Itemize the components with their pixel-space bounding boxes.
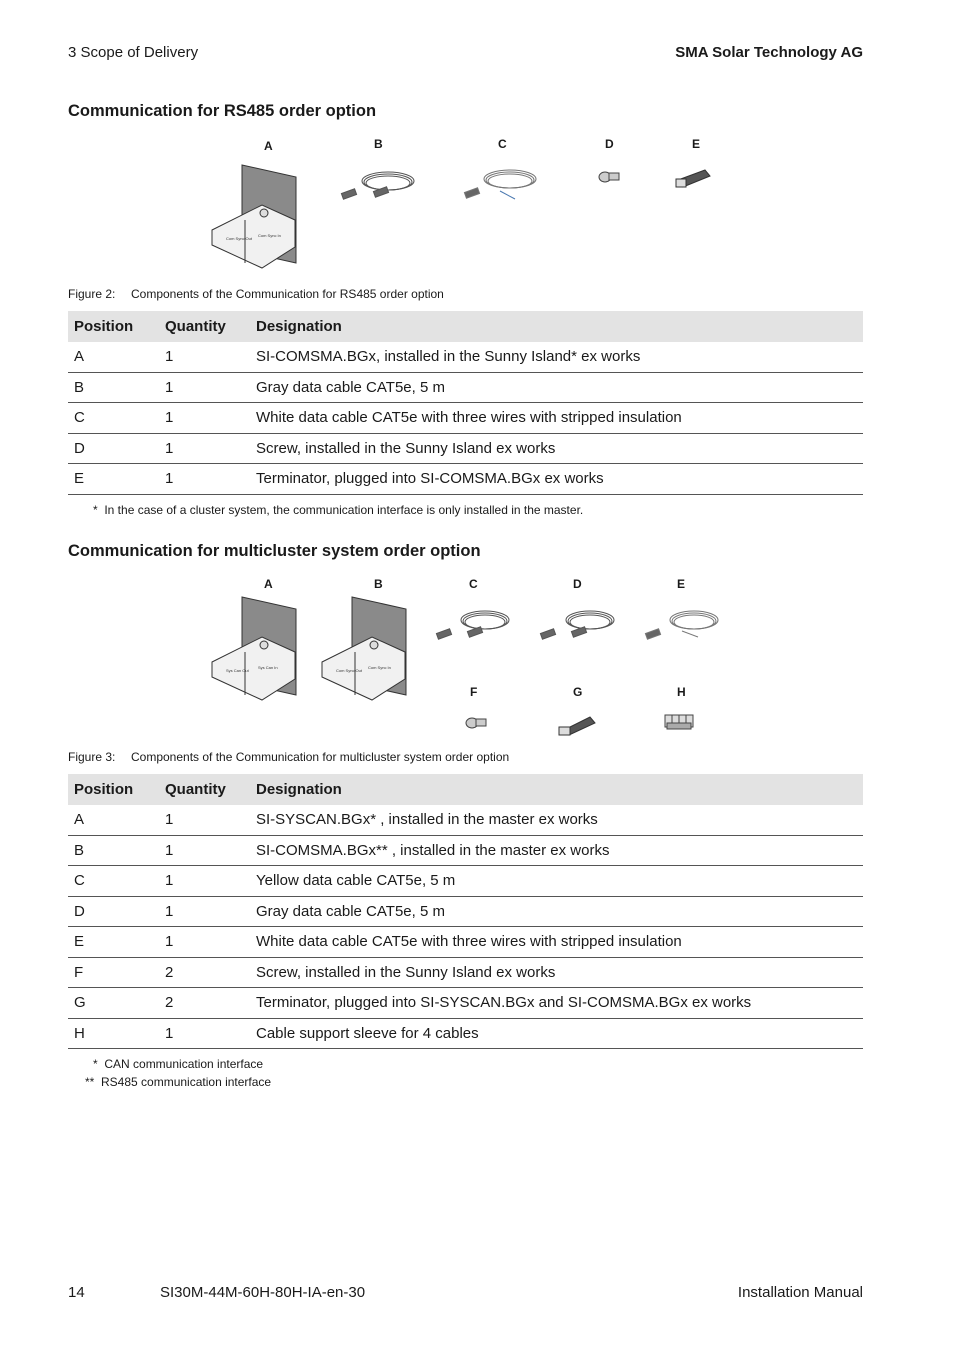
footnote-mark: * <box>93 1057 98 1071</box>
cell-quantity: 1 <box>159 896 250 927</box>
cell-quantity: 1 <box>159 1018 250 1049</box>
table-header-row <box>68 774 863 805</box>
terminator-icon <box>559 717 595 735</box>
cell-designation: SI-SYSCAN.BGx* , installed in the master ex works <box>250 805 863 835</box>
table-row <box>68 342 863 372</box>
header-company: SMA Solar Technology AG <box>675 44 863 61</box>
figure-label: A <box>264 139 273 153</box>
cell-position: G <box>68 988 159 1019</box>
cell-quantity: 1 <box>159 835 250 866</box>
caption-number: Figure 2: <box>68 287 116 301</box>
header-designation: Designation <box>250 774 863 805</box>
footnote-mark: ** <box>85 1075 95 1089</box>
figure-drawing <box>200 135 760 275</box>
svg-text:Com Sync Out: Com Sync Out <box>226 236 253 241</box>
gray-cable-icon <box>341 172 414 199</box>
figure-label: F <box>470 685 478 699</box>
table-row <box>68 1018 863 1049</box>
figure-caption <box>68 750 509 764</box>
cell-quantity: 1 <box>159 805 250 835</box>
cell-position: F <box>68 957 159 988</box>
white-cable-icon <box>645 611 718 639</box>
table-header-row <box>68 311 863 342</box>
gray-cable-icon <box>540 611 614 639</box>
figure-label: E <box>677 577 686 591</box>
header-position: Position <box>68 311 159 342</box>
cell-position: A <box>68 342 159 372</box>
figure-label: D <box>605 137 614 151</box>
cell-quantity: 1 <box>159 927 250 958</box>
figure-label: B <box>374 137 383 151</box>
cable-sleeve-icon <box>665 715 693 729</box>
cell-quantity: 1 <box>159 403 250 434</box>
svg-text:Com Sync In: Com Sync In <box>368 665 391 670</box>
header-quantity: Quantity <box>159 311 250 342</box>
table-row <box>68 957 863 988</box>
module-icon <box>212 165 296 268</box>
cell-position: E <box>68 927 159 958</box>
cell-position: E <box>68 464 159 495</box>
terminator-icon <box>676 170 710 187</box>
header-section: 3 Scope of Delivery <box>68 44 199 61</box>
cell-position: C <box>68 866 159 897</box>
table-row <box>68 927 863 958</box>
caption-number: Figure 3: <box>68 750 116 764</box>
figure-label: C <box>469 577 478 591</box>
svg-text:Sys Can In: Sys Can In <box>258 665 278 670</box>
figure-label: G <box>573 685 583 699</box>
cell-designation: White data cable CAT5e with three wires with stripped insulation <box>250 927 863 958</box>
table-row <box>68 805 863 835</box>
module-icon <box>212 597 296 700</box>
page-number: 14 <box>68 1284 85 1301</box>
cell-designation: Yellow data cable CAT5e, 5 m <box>250 866 863 897</box>
table-row <box>68 896 863 927</box>
document-type: Installation Manual <box>737 1284 863 1301</box>
footnote-text: CAN communication interface <box>104 1057 264 1071</box>
cell-quantity: 1 <box>159 866 250 897</box>
cell-designation: Gray data cable CAT5e, 5 m <box>250 896 863 927</box>
figure-label: D <box>573 577 582 591</box>
cell-quantity: 1 <box>159 372 250 403</box>
figure-rs485 <box>200 135 760 275</box>
cell-position: B <box>68 835 159 866</box>
footnote-text: RS485 communication interface <box>101 1075 272 1089</box>
header-quantity: Quantity <box>159 774 250 805</box>
cell-quantity: 2 <box>159 957 250 988</box>
cell-designation: Cable support sleeve for 4 cables <box>250 1018 863 1049</box>
figure-multicluster <box>200 575 760 740</box>
figure-label: B <box>374 577 383 591</box>
parts-table-multicluster <box>68 774 863 1049</box>
footnote <box>93 1057 263 1071</box>
table-row <box>68 988 863 1019</box>
table-row <box>68 464 863 495</box>
section-heading-rs485: Communication for RS485 order option <box>68 102 377 120</box>
cell-quantity: 1 <box>159 433 250 464</box>
section-heading-multicluster: Communication for multicluster system order option <box>68 542 481 560</box>
table-row <box>68 403 863 434</box>
figure-label: H <box>677 685 686 699</box>
screw-icon <box>466 718 486 728</box>
document-id: SI30M-44M-60H-80H-IA-en-30 <box>160 1284 366 1301</box>
cell-designation: SI-COMSMA.BGx** , installed in the master ex works <box>250 835 863 866</box>
footnote <box>93 503 583 517</box>
cell-quantity: 1 <box>159 464 250 495</box>
module-icon <box>322 597 406 700</box>
cell-designation: SI-COMSMA.BGx, installed in the Sunny Island* ex works <box>250 342 863 372</box>
cell-quantity: 1 <box>159 342 250 372</box>
footnote-mark: * <box>93 503 98 517</box>
header-designation: Designation <box>250 311 863 342</box>
caption-text: Components of the Communication for multicluster system order option <box>131 750 510 764</box>
cell-designation: Screw, installed in the Sunny Island ex works <box>250 433 863 464</box>
yellow-cable-icon <box>436 611 509 639</box>
cell-quantity: 2 <box>159 988 250 1019</box>
screw-icon <box>599 172 619 182</box>
cell-designation: Screw, installed in the Sunny Island ex works <box>250 957 863 988</box>
cell-designation: Terminator, plugged into SI-COMSMA.BGx ex works <box>250 464 863 495</box>
cell-designation: White data cable CAT5e with three wires with stripped insulation <box>250 403 863 434</box>
footnote <box>85 1075 271 1089</box>
figure-drawing <box>200 575 760 740</box>
table-row <box>68 433 863 464</box>
white-cable-icon <box>464 170 536 199</box>
cell-position: C <box>68 403 159 434</box>
cell-designation: Terminator, plugged into SI-SYSCAN.BGx and SI-COMSMA.BGx ex works <box>250 988 863 1019</box>
svg-text:Sys Can Out: Sys Can Out <box>226 668 249 673</box>
cell-position: H <box>68 1018 159 1049</box>
caption-text: Components of the Communication for RS485 order option <box>131 287 444 301</box>
table-row <box>68 866 863 897</box>
cell-position: A <box>68 805 159 835</box>
figure-label: C <box>498 137 507 151</box>
figure-label: E <box>692 137 701 151</box>
svg-text:Com Sync In: Com Sync In <box>258 233 281 238</box>
header-position: Position <box>68 774 159 805</box>
table-row <box>68 372 863 403</box>
parts-table-rs485 <box>68 311 863 495</box>
cell-position: D <box>68 896 159 927</box>
cell-position: B <box>68 372 159 403</box>
svg-text:Com Sync Out: Com Sync Out <box>336 668 363 673</box>
cell-position: D <box>68 433 159 464</box>
table-row <box>68 835 863 866</box>
cell-designation: Gray data cable CAT5e, 5 m <box>250 372 863 403</box>
footnote-text: In the case of a cluster system, the communication interface is only installed in the master. <box>104 503 584 517</box>
figure-label: A <box>264 577 273 591</box>
figure-caption <box>68 287 444 301</box>
